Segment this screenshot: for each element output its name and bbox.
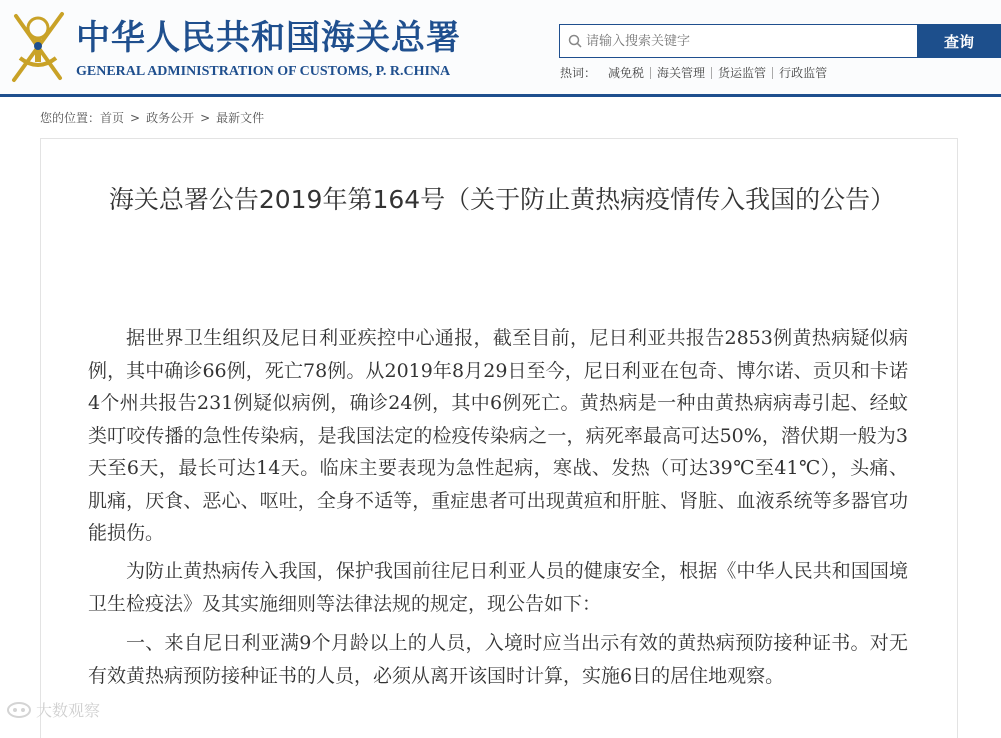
hot-keywords bbox=[560, 64, 833, 81]
breadcrumb-home-link[interactable]: 首页 bbox=[100, 111, 125, 125]
search-box bbox=[559, 24, 917, 58]
header-divider bbox=[0, 94, 1001, 97]
article-paragraph: 为防止黄热病传入我国，保护我国前往尼日利亚人员的健康安全，根据《中华人民共和国国境卫生检疫法》及其实施细则等法律法规的规定，现公告如下： bbox=[88, 560, 908, 615]
watermark-text: 大数观察 bbox=[36, 701, 101, 720]
breadcrumb-gov-affairs-link[interactable]: 政务公开 bbox=[146, 111, 195, 125]
breadcrumb-separator: > bbox=[130, 110, 141, 125]
site-title-en: GENERAL ADMINISTRATION OF CUSTOMS, P. R.CHINA bbox=[76, 64, 451, 79]
watermark bbox=[6, 698, 100, 721]
breadcrumb-latest-docs-link[interactable]: 最新文件 bbox=[216, 111, 265, 125]
search-input[interactable] bbox=[586, 25, 906, 57]
breadcrumb bbox=[40, 109, 264, 126]
article-title: 海关总署公告2019年第164号（关于防止黄热病疫情传入我国的公告） bbox=[108, 185, 896, 214]
site-header bbox=[0, 0, 1001, 95]
article-paragraph: 一、来自尼日利亚满9个月龄以上的人员，入境时应当出示有效的黄热病预防接种证书。对无有效黄热病预防接种证书的人员，必须从离开该国时计算，实施6日的居住地观察。 bbox=[88, 632, 908, 687]
breadcrumb-prefix: 您的位置： bbox=[40, 111, 101, 125]
site-title-cn: 中华人民共和国海关总署 bbox=[76, 18, 461, 58]
breadcrumb-separator: > bbox=[200, 110, 211, 125]
hot-keyword-link[interactable]: 减免税 bbox=[608, 65, 645, 80]
hot-keyword-link[interactable]: 货运监管 bbox=[711, 67, 772, 79]
search-button[interactable]: 查询 bbox=[917, 24, 1001, 58]
customs-emblem-icon bbox=[6, 8, 70, 84]
hot-keyword-link[interactable]: 海关管理 bbox=[650, 67, 711, 79]
hot-keyword-link[interactable]: 行政监管 bbox=[772, 67, 833, 79]
hot-keywords-label: 热词： bbox=[560, 66, 597, 80]
article-paragraph: 据世界卫生组织及尼日利亚疾控中心通报，截至目前，尼日利亚共报告2853例黄热病疑似病例，其中确诊66例，死亡78例。从2019年8月29日至今，尼日利亚在包奇、博尔诺、贡贝和卡诺4个州共报告231例疑似病例，确诊24例，其中6例死亡。黄热病是一种由黄热病病毒引起、经蚊类叮咬传播的急性传染病，是我国法定的检疫传染病之一，病死率最高可达50%，潜伏期一般为3天至6天，最长可达14天。临床主要表现为急性起病，寒战、发热（可达39℃至41℃），头痛、肌痛，厌食、恶心、呕吐，全身不适等，重症患者可出现黄疸和肝脏、肾脏、血液系统等多器官功能损伤。 bbox=[88, 327, 908, 544]
watermark-logo-icon bbox=[6, 701, 32, 719]
search-icon bbox=[568, 34, 582, 48]
